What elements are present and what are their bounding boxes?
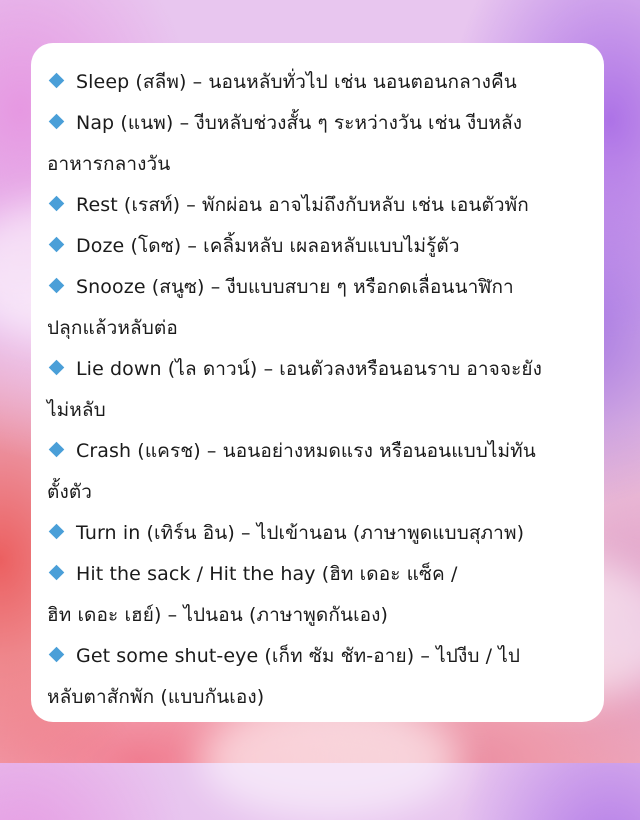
list-item [47, 103, 588, 185]
blue-diamond-icon [49, 647, 65, 663]
entry-line: Nap (แนพ) – งีบหลับช่วงสั้น ๆ ระหว่างวัน เช่น งีบหลัง [76, 112, 523, 134]
entry-line: Hit the sack / Hit the hay (ฮิท เดอะ แซ็ค / [76, 563, 458, 585]
entry-line: Sleep (สลีพ) – นอนหลับทั่วไป เช่น นอนตอนกลางคืน [76, 71, 517, 93]
entry-line: Crash (แครช) – นอนอย่างหมดแรง หรือนอนแบบไม่ทัน [76, 440, 536, 462]
list-item [47, 62, 588, 103]
entry-line: Turn in (เทิร์น อิน) – ไปเข้านอน (ภาษาพูดแบบสุภาพ) [76, 522, 525, 544]
entry-line-continued: อาหารกลางวัน [47, 153, 171, 175]
entry-line-continued: ตั้งตัว [47, 481, 93, 503]
blue-diamond-icon [49, 114, 65, 130]
list-item [47, 554, 588, 636]
blue-diamond-icon [49, 278, 65, 294]
blue-diamond-icon [49, 196, 65, 212]
list-item [47, 226, 588, 267]
entry-line: Snooze (สนูซ) – งีบแบบสบาย ๆ หรือกดเลื่อนนาฬิกา [76, 276, 514, 298]
entry-line: Get some shut-eye (เก็ท ซัม ชัท-อาย) – ไปงีบ / ไป [76, 645, 521, 667]
list-item [47, 431, 588, 513]
list-item [47, 349, 588, 431]
entry-line-continued: ฮิท เดอะ เฮย์) – ไปนอน (ภาษาพูดกันเอง) [47, 604, 389, 626]
list-item [47, 636, 588, 718]
blue-diamond-icon [49, 442, 65, 458]
entry-line: Doze (โดซ) – เคลิ้มหลับ เผลอหลับแบบไม่รู้ตัว [76, 235, 460, 257]
blue-diamond-icon [49, 360, 65, 376]
blue-diamond-icon [49, 565, 65, 581]
list-item [47, 185, 588, 226]
content-card [31, 43, 604, 722]
entry-line-continued: ไม่หลับ [47, 399, 106, 421]
list-item [47, 267, 588, 349]
blue-diamond-icon [49, 237, 65, 253]
entry-line-continued: ปลุกแล้วหลับต่อ [47, 317, 178, 339]
blue-diamond-icon [49, 524, 65, 540]
list-item [47, 513, 588, 554]
entry-line: Lie down (ไล ดาวน์) – เอนตัวลงหรือนอนราบ อาจจะยัง [76, 358, 542, 380]
blue-diamond-icon [49, 73, 65, 89]
entry-line-continued: หลับตาสักพัก (แบบกันเอง) [47, 686, 265, 708]
entry-line: Rest (เรสท์) – พักผ่อน อาจไม่ถึงกับหลับ เช่น เอนตัวพัก [76, 194, 529, 216]
